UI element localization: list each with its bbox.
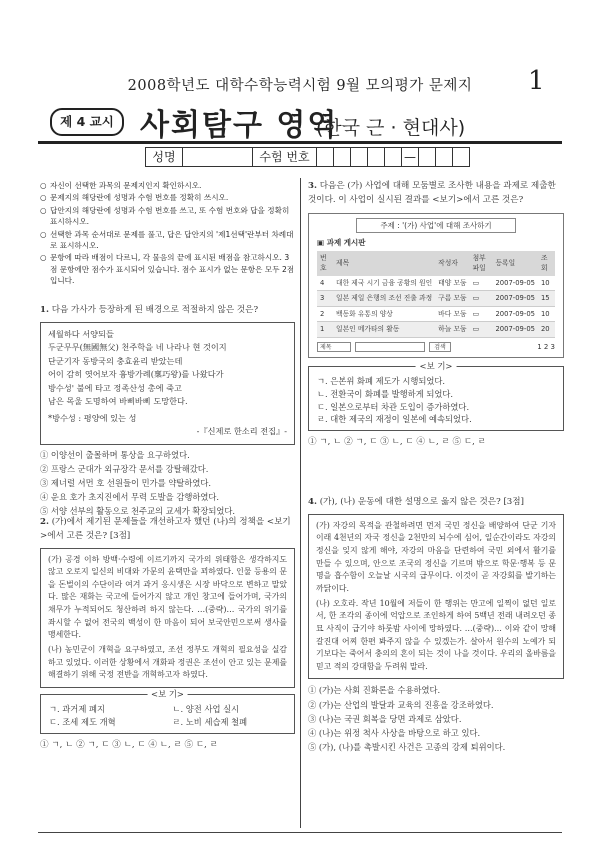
- column-header: 번호: [317, 251, 333, 276]
- attachment-icon: ▭: [470, 322, 493, 338]
- passage-ga: (가) 자강의 목적을 관철하려면 먼저 국민 정신을 배양하여 단군 기자 이래 4천년의 자국 정신을 2천만의 뇌수에 심어, 일순간이라도 자강의 정신을 잊지 않게 해야, 자강의 마음을 단련하여 국민 외에서 활기를 만들 수 있으며, 안으로 조국의 정신을 기르며 밖으로 학문·행복 등 문명을 흡수함이 오늘날 시국의 급무이다. 이것이 곧 자강회를 발기하는 까닭이다.: [316, 520, 556, 593]
- name-field[interactable]: [183, 147, 253, 167]
- bogi-item: ㄴ. 양전 사업 실시: [172, 703, 240, 714]
- exam-number-dash: —: [402, 147, 419, 167]
- question-1-stem: 1. 다음 가사가 등장하게 된 배경으로 적절하지 않은 것은?: [40, 305, 259, 315]
- passage-ga: (가) 공경 이하 방백·수령에 이르기까지 국가의 위태함은 생각하지도 않고 오로지 일신의 비대와 가문의 윤택만을 꾀하였다. 인물 등용의 문을 돈벌이의 수단이라 여겨 과거 응시생은 시장 바닥으로 변하고 말았다. 많은 재화는 국고에 들어가지 않고 개인 창고에 들어가며, 국가의 채무가 누적되어도 청산하려 하지 않는다. …(중략)… 국가의 위기를 좌시할 수 없어 전국의 백성이 한 마음이 되어 보국안민으로써 생사를 맹세한다.: [48, 554, 287, 640]
- table-row[interactable]: 3 일본 제일 은행의 조선 진출 과정 구름 모둠 ▭ 2007-09-05 15: [317, 291, 555, 307]
- column-header: 등록일: [492, 251, 538, 276]
- choice-option[interactable]: ① (가)는 사회 진화론을 수용하였다.: [308, 685, 441, 696]
- poem-line: 어이 감히 엿어보자 흉방가례(稟巧왕)를 나왔다가: [48, 369, 224, 380]
- board-search-bar: [309, 340, 563, 357]
- board-title: ▣ 과제 게시판: [317, 238, 366, 248]
- page-number: 1: [528, 66, 545, 96]
- search-field-select[interactable]: 제목: [317, 342, 351, 352]
- column-header: 제목: [333, 251, 435, 276]
- table-row[interactable]: 4 대한 제국 시기 금융 공황의 원인 태양 모둠 ▭ 2007-09-05 10: [317, 276, 555, 291]
- question-4-stem: 4. (가), (나) 운동에 대한 설명으로 옳지 않은 것은? [3점]: [308, 497, 524, 507]
- notice-item: ○ 선택한 과목 순서대로 문제를 풀고, 답은 답안지의 '제1선택'란부터 차례대로 표시하시오.: [40, 229, 294, 250]
- exam-number-box[interactable]: [436, 147, 453, 167]
- poem-source: -『신제로 한소리 전집』-: [196, 426, 287, 437]
- passage-na: (나) 오호라. 작년 10월에 저들이 한 행위는 만고에 일찍이 없던 일로서, 한 조각의 종이에 억압으로 조인하게 하여 5백년 전래 내려오던 종묘 사직이 급기야 하룻밤 사이에 망하였다. …(중략)… 이와 같이 망해 갈진대 어찌 한편 봐주지 않을 수 있겠는가. 살아서 원수의 노예가 되기보다는 죽어서 충의의 혼이 되는 것이 나을 것이다. 우리의 올바름을 믿고 적의 강대함을 두려워 말라.: [316, 598, 556, 671]
- column-header: 첨부파일: [470, 251, 493, 276]
- poem-box: [40, 322, 295, 445]
- column-divider: [300, 178, 301, 828]
- question-3-stem: 3. 다음은 (가) 사업에 대해 모둠별로 조사한 내용을 과제로 제출한 것이다. 이 사업이 실시된 결과를 <보기>에서 고른 것은?: [308, 181, 556, 205]
- question-2-stem: 2. (가)에서 제기된 문제들을 개선하고자 했던 (나)의 정책을 <보기>에서 고른 것은? [3점]: [40, 517, 291, 541]
- question-1-choices: [40, 448, 295, 518]
- choice-option[interactable]: ③ 제너럴 셔먼 호 선원들이 민가를 약탈하였다.: [40, 478, 212, 489]
- notice-list: [40, 180, 295, 288]
- poem-footnote: *방수성 : 평양에 있는 성: [48, 412, 137, 423]
- choice-option[interactable]: ⑤ 서양 선부의 활동으로 천주교의 교세가 확장되었다.: [40, 506, 236, 517]
- passage-box: [308, 514, 564, 680]
- exam-number-box[interactable]: [351, 147, 368, 167]
- column-header: 조회: [538, 251, 555, 276]
- answer-options[interactable]: ① ㄱ, ㄴ ② ㄱ, ㄷ ③ ㄴ, ㄷ ④ ㄴ, ㄹ ⑤ ㄷ, ㄹ: [40, 740, 218, 751]
- bogi-item: ㄱ. 은본위 화폐 제도가 시행되었다.: [317, 375, 446, 386]
- notice-item: ○ 답안지의 해당란에 성명과 수험 번호를 쓰고, 또 수험 번호와 답을 정확히 표시하시오.: [40, 205, 290, 227]
- poem-line: 세월하다 서양되들: [48, 328, 114, 339]
- exam-title: 2008학년도 대학수학능력시험 9월 모의평가 문제지: [127, 78, 473, 94]
- poem-line: 남은 목울 도명하여 바삐바삐 도망한다.: [48, 396, 188, 407]
- table-row[interactable]: 1 일본인 메가타의 활동 하늘 모둠 ▭ 2007-09-05 20: [317, 322, 555, 338]
- attachment-icon: ▭: [470, 306, 493, 322]
- exam-number-box[interactable]: [368, 147, 385, 167]
- exam-number-box[interactable]: [419, 147, 436, 167]
- notice-item: ○ 자신이 선택한 과목의 문제지인지 확인하시오.: [40, 181, 202, 190]
- question-4: [308, 496, 564, 754]
- exam-number-box[interactable]: [385, 147, 402, 167]
- board-screenshot: [308, 213, 564, 358]
- table-row[interactable]: 2 백동화 유통의 양상 바다 모둠 ▭ 2007-09-05 10: [317, 306, 555, 322]
- bogi-item: ㄱ. 과거제 폐지: [49, 703, 106, 714]
- top-rule: [38, 141, 562, 144]
- choice-option[interactable]: ① 이양선이 출몰하며 통상을 요구하였다.: [40, 450, 190, 460]
- bogi-label: <보 기>: [416, 360, 457, 373]
- notice-item: ○ 문항에 따라 배점이 다르니, 각 물음의 끝에 표시된 배점을 참고하시오. 3점 문항에만 점수가 표시되어 있습니다. 점수 표시가 없는 문항은 모두 2점입니다.: [40, 253, 295, 286]
- question-4-choices: [308, 683, 564, 753]
- search-input[interactable]: [355, 342, 425, 352]
- screen-title: 주제 : '(가) 사업'에 대해 조사하기: [356, 218, 516, 234]
- notice-item: ○ 문제지의 해당란에 성명과 수험 번호를 정확히 쓰시오.: [40, 193, 229, 203]
- subject-title: 사회탐구 영역: [140, 108, 339, 143]
- name-label: 성명: [145, 147, 183, 167]
- bogi-item: ㄷ. 일본으로부터 차관 도입이 증가하였다.: [317, 401, 470, 412]
- passage-box: [40, 548, 295, 688]
- choice-option[interactable]: ④ 운요 호가 초지진에서 무력 도발을 감행하였다.: [40, 492, 220, 503]
- bogi-box: [40, 688, 295, 735]
- pagination[interactable]: 1 2 3: [537, 342, 555, 351]
- poem-line: 단군기자 동방국의 충효윤리 받았는데: [48, 355, 183, 366]
- exam-number-box[interactable]: [334, 147, 351, 167]
- board-table: [317, 251, 555, 338]
- bogi-item: ㄴ. 전환국이 화폐를 발행하게 되었다.: [317, 388, 454, 399]
- attachment-icon: ▭: [470, 276, 493, 291]
- choice-option[interactable]: ② 프랑스 군대가 외규장각 문서를 강탈해갔다.: [40, 464, 209, 475]
- passage-na: (나) 농민군이 개혁을 요구하였고, 조선 정부도 개혁의 필요성을 실감하고 있었다. 이러한 상황에서 개화파 정권은 조선이 안고 있는 문제를 해결하기 위해 국정 전반을 개혁하고자 하였다.: [48, 644, 287, 680]
- poem-line: 두군무무(無國無父) 천주학을 네 나라나 현 것이지: [48, 342, 227, 353]
- answer-options[interactable]: ① ㄱ, ㄴ ② ㄱ, ㄷ ③ ㄴ, ㄷ ④ ㄴ, ㄹ ⑤ ㄷ, ㄹ: [308, 437, 486, 448]
- session-badge: 제 4 교시: [50, 108, 124, 136]
- attachment-icon: ▭: [470, 291, 493, 307]
- question-3: [308, 180, 564, 450]
- poem-line: 방수성' 불에 타고 정족산성 총에 죽고: [48, 382, 182, 393]
- choice-option[interactable]: ④ (나)는 위정 척사 사상을 바탕으로 하고 있다.: [308, 727, 481, 738]
- choice-option[interactable]: ⑤ (가), (나)를 촉발시킨 사건은 고종의 강제 퇴위이다.: [308, 741, 506, 752]
- student-id-row: [145, 147, 470, 167]
- bogi-label: <보 기>: [147, 688, 188, 701]
- exam-number-label: 수험 번호: [253, 147, 317, 167]
- question-2: [40, 516, 295, 753]
- bogi-item: ㄹ. 노비 세습제 철폐: [172, 717, 248, 728]
- column-header: 작성자: [435, 251, 469, 276]
- bogi-item: ㄹ. 대한 제국의 재정이 일본에 예속되었다.: [317, 414, 472, 425]
- bogi-item: ㄷ. 조세 제도 개혁: [49, 717, 116, 728]
- choice-option[interactable]: ③ (나)는 국권 회복을 당면 과제로 삼았다.: [308, 713, 462, 724]
- subject-subtitle: (한국 근 · 현대사): [316, 117, 466, 139]
- bottom-rule: [38, 832, 562, 833]
- search-button[interactable]: 검색: [429, 342, 451, 352]
- choice-option[interactable]: ② (가)는 산업의 발달과 교육의 진흥을 강조하였다.: [308, 699, 494, 710]
- question-1: [40, 304, 295, 518]
- exam-number-box[interactable]: [453, 147, 470, 167]
- bogi-box: [308, 360, 564, 431]
- exam-number-box[interactable]: [317, 147, 334, 167]
